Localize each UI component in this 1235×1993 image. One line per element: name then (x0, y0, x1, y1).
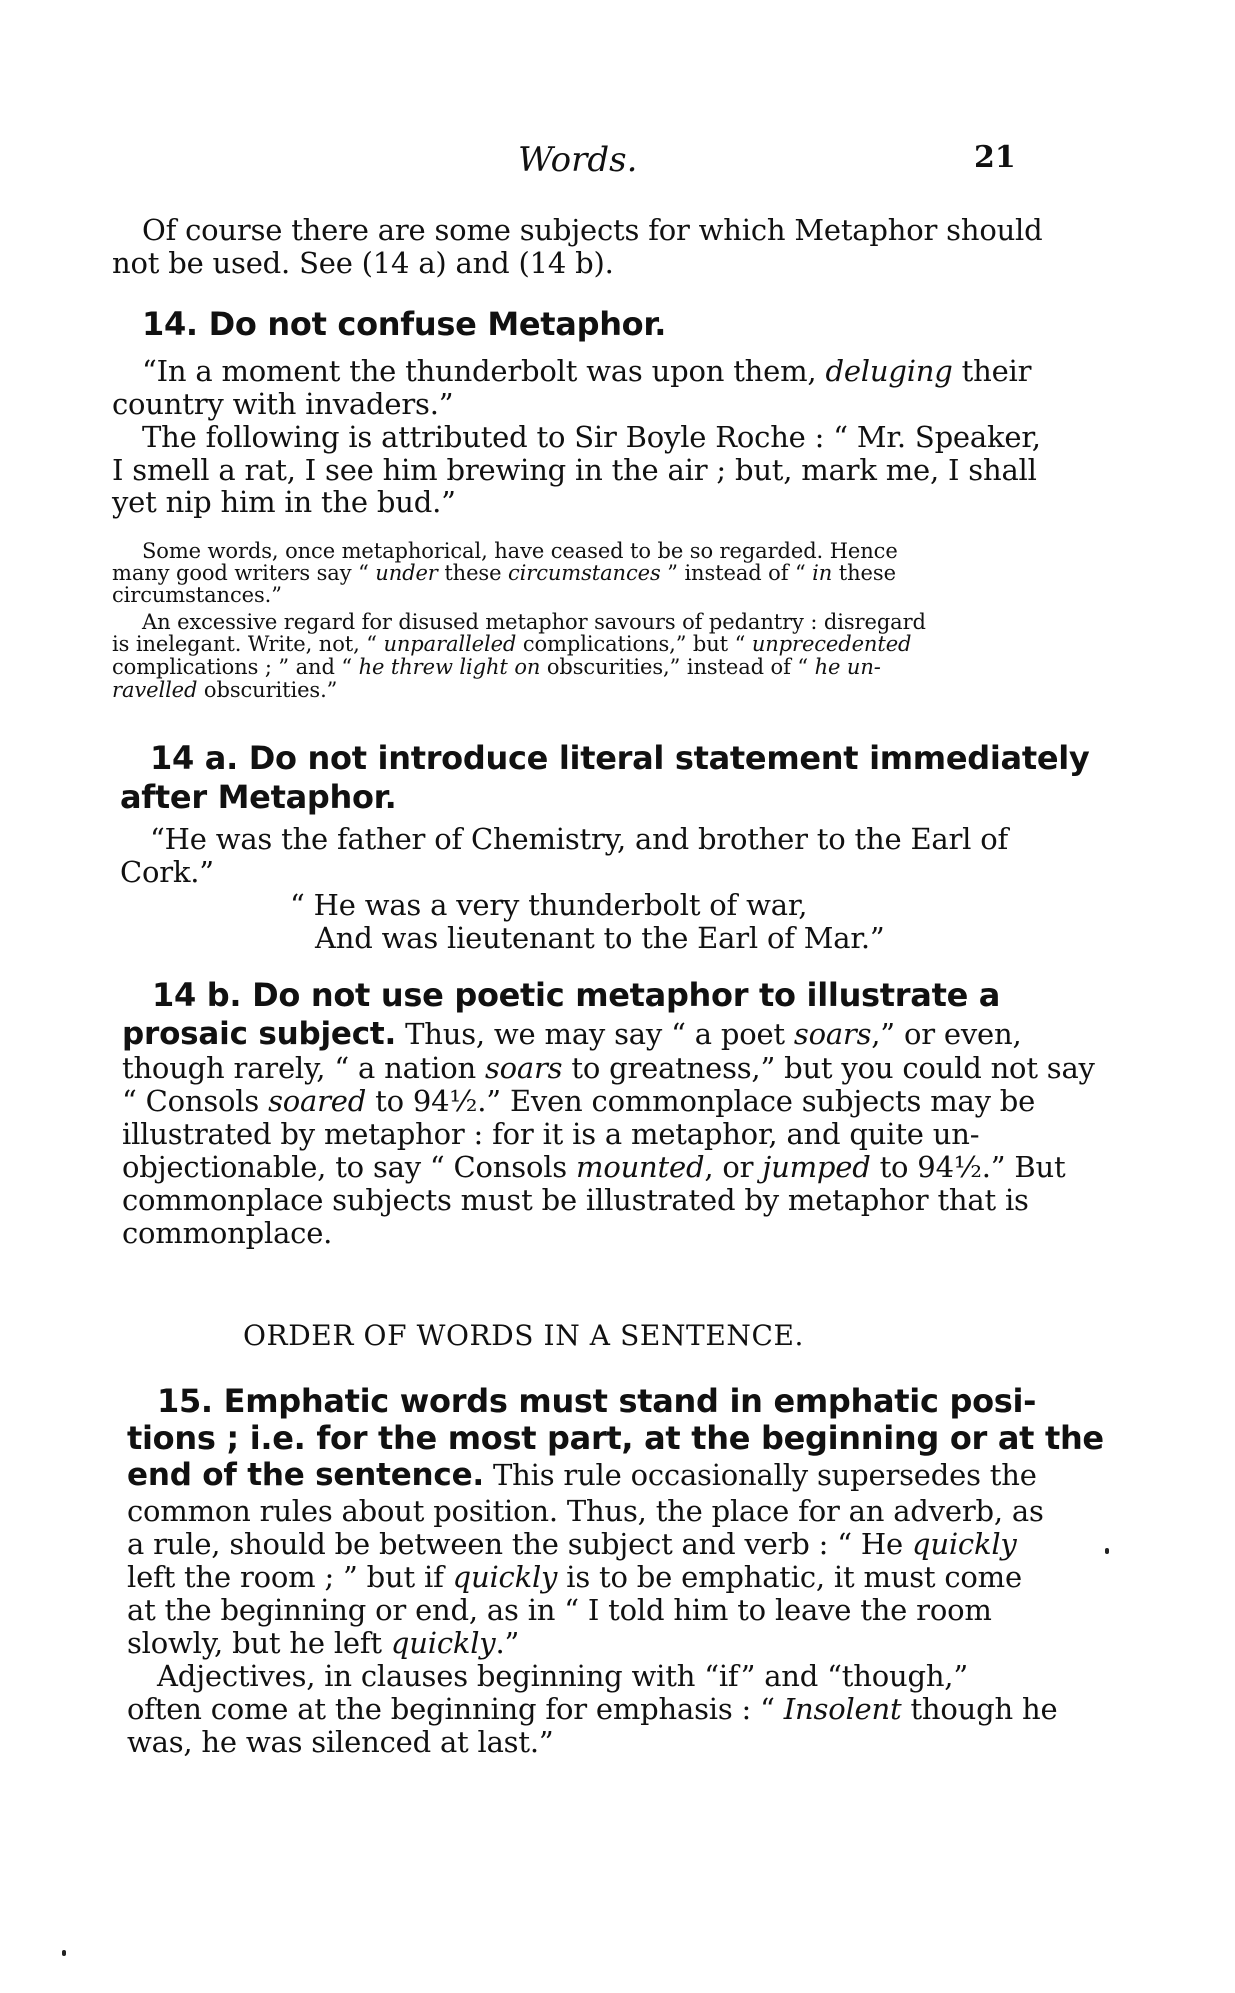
text-line: commonplace subjects must be illustrated by metaphor that is (122, 1183, 1029, 1217)
running-title: Words. (518, 140, 638, 180)
note-line: Some words, once metaphorical, have ceased to be so regarded. Hence (142, 539, 898, 563)
scan-speck (62, 1950, 66, 1956)
text-line: “He was the father of Chemistry, and brother to the Earl of (150, 822, 1009, 856)
text-line: common rules about position. Thus, the place for an adverb, as (127, 1494, 1044, 1528)
page-number: 21 (974, 140, 1016, 175)
text-line: Adjectives, in clauses beginning with “if” and “though,” (157, 1659, 968, 1693)
text-line: country with invaders.” (112, 387, 454, 421)
text-line: not be used. See (14 a) and (14 b). (112, 246, 614, 280)
verse-line: And was lieutenant to the Earl of Mar.” (315, 921, 885, 955)
text-line: prosaic subject. Thus, we may say “ a poet soars,” or even, (122, 1016, 1022, 1052)
text-line: end of the sentence. This rule occasionally supersedes the (127, 1457, 1037, 1493)
note-line: is inelegant. Write, not, “ unparalleled complications,” but “ unprecedented (112, 632, 912, 656)
text-line: “In a moment the thunderbolt was upon them, deluging their (142, 354, 1032, 388)
note-line: ravelled obscurities.” (112, 678, 338, 702)
section-heading-14b: 14 b. Do not use poetic metaphor to illustrate a (152, 976, 1001, 1014)
section-heading-14a: 14 a. Do not introduce literal statement immediately (150, 739, 1090, 777)
text-line: left the room ; ” but if quickly is to be emphatic, it must come (127, 1560, 1022, 1594)
section-heading-14a-cont: after Metaphor. (120, 778, 397, 816)
scan-speck (1105, 1548, 1109, 1554)
text-line: often come at the beginning for emphasis : “ Insolent though he (127, 1692, 1058, 1726)
text-line: slowly, but he left quickly.” (127, 1626, 520, 1660)
text-line: was, he was silenced at last.” (127, 1725, 554, 1759)
text-line: The following is attributed to Sir Boyle Roche : “ Mr. Speaker, (142, 420, 1041, 454)
section-heading-15-cont: tions ; i.e. for the most part, at the beginning or at the (127, 1419, 1104, 1457)
text-line: a rule, should be between the subject and verb : “ He quickly (127, 1527, 1017, 1561)
note-line: complications ; ” and “ he threw light on obscurities,” instead of “ he un- (112, 655, 881, 679)
text-line: Of course there are some subjects for which Metaphor should (142, 213, 1043, 247)
text-line: though rarely, “ a nation soars to greatness,” but you could not say (122, 1051, 1095, 1085)
note-line: many good writers say “ under these circumstances ” instead of “ in these (112, 561, 896, 585)
chapter-subheading: ORDER OF WORDS IN A SENTENCE. (243, 1319, 805, 1352)
text-line: illustrated by metaphor : for it is a metaphor, and quite un- (122, 1117, 980, 1151)
text-line: at the beginning or end, as in “ I told him to leave the room (127, 1593, 992, 1627)
note-line: circumstances.” (112, 583, 282, 607)
section-heading-15: 15. Emphatic words must stand in emphatic posi- (157, 1382, 1037, 1420)
text-line: objectionable, to say “ Consols mounted, or jumped to 94½.” But (122, 1150, 1066, 1184)
text-line: Cork.” (120, 855, 214, 889)
section-heading-14: 14. Do not confuse Metaphor. (142, 305, 667, 343)
text-line: commonplace. (122, 1216, 333, 1250)
text-line: yet nip him in the bud.” (112, 485, 456, 519)
verse-line: “ He was a very thunderbolt of war, (290, 888, 808, 922)
note-line: An excessive regard for disused metaphor savours of pedantry : disregard (142, 610, 926, 634)
text-line: “ Consols soared to 94½.” Even commonplace subjects may be (122, 1084, 1036, 1118)
text-line: I smell a rat, I see him brewing in the air ; but, mark me, I shall (112, 453, 1037, 487)
